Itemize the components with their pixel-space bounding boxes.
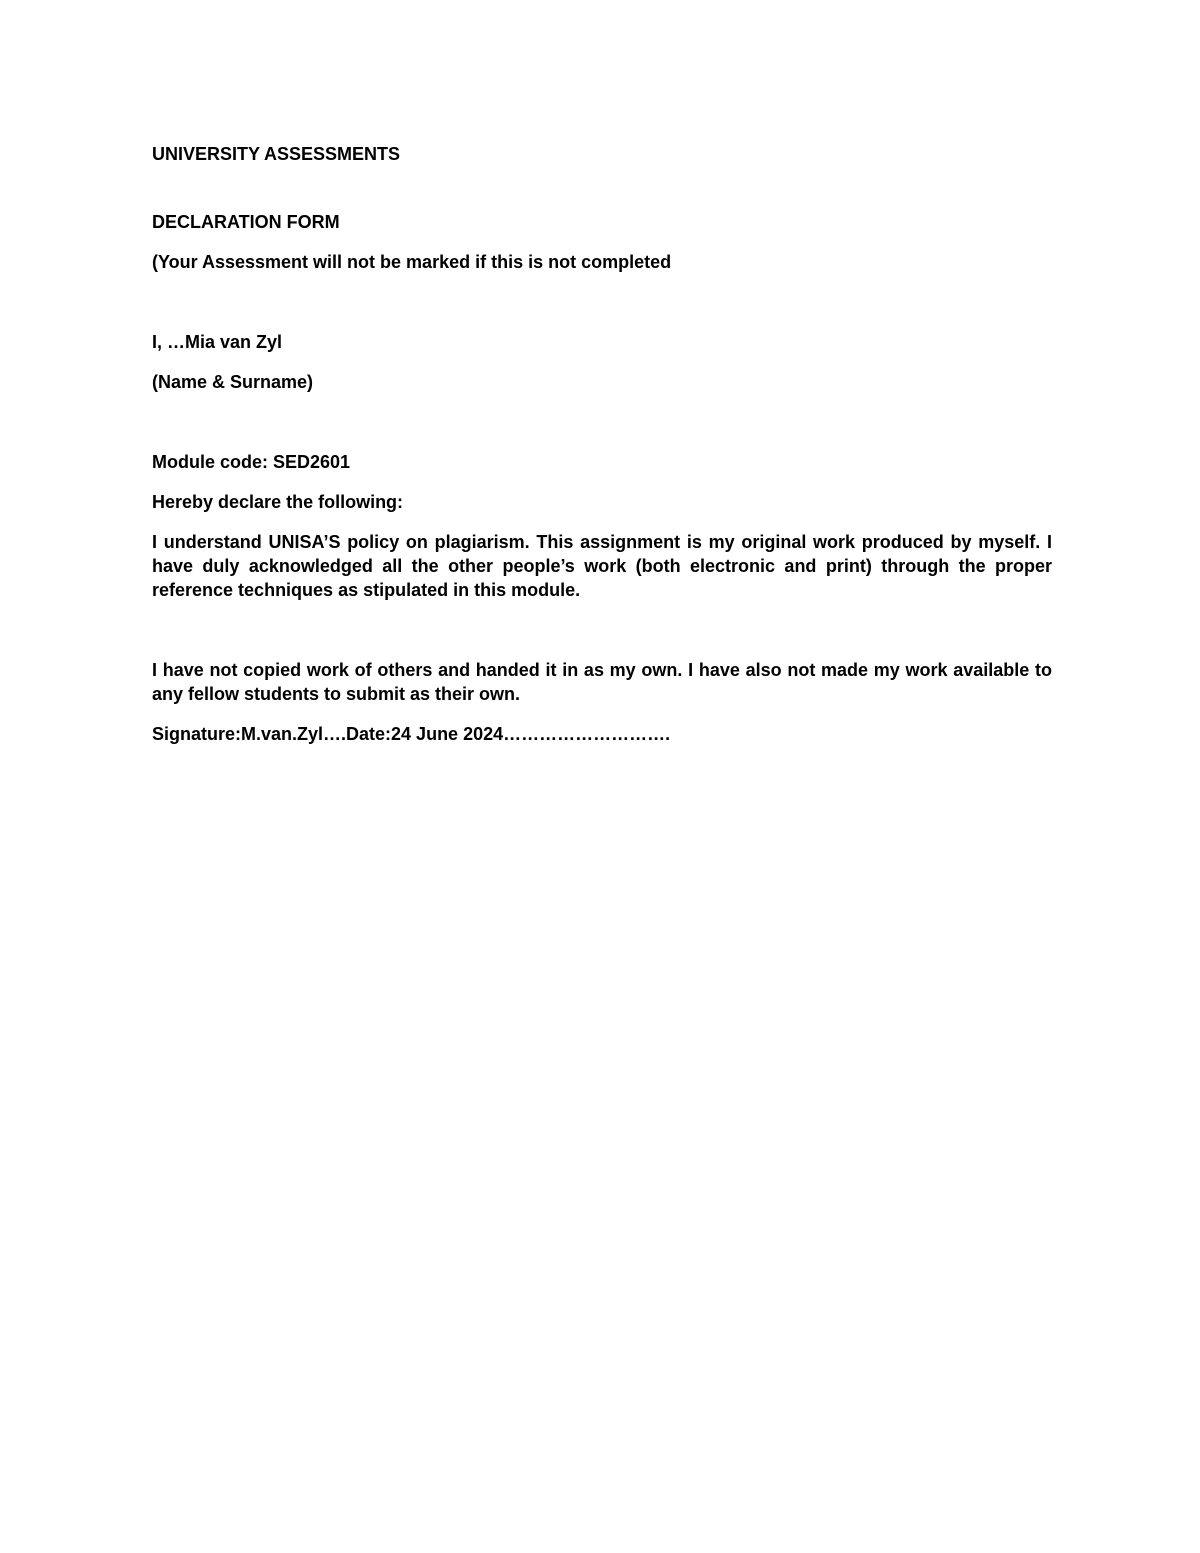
- name-caption: (Name & Surname): [152, 372, 314, 392]
- no-copying-paragraph: I have not copied work of others and handed it in as my own. I have also not made my work available to any fellow students to submit as their own.: [152, 660, 1052, 704]
- plagiarism-policy-paragraph: I understand UNISA’S policy on plagiarism. This assignment is my original work produced by myself. I have duly acknowledged all the other people’s work (both electronic and print) through the proper reference techniques as stipulated in this module.: [152, 532, 1052, 600]
- declarant-name-line: I, …Mia van Zyl: [152, 332, 283, 352]
- declaration-intro: Hereby declare the following:: [152, 492, 404, 512]
- signature-date-line: Signature:M.van.Zyl….Date:24 June 2024……………………….: [152, 724, 671, 744]
- document-heading: UNIVERSITY ASSESSMENTS: [152, 144, 401, 164]
- form-title: DECLARATION FORM: [152, 212, 340, 232]
- module-code-line: Module code: SED2601: [152, 452, 351, 472]
- completion-notice: (Your Assessment will not be marked if this is not completed: [152, 252, 672, 272]
- declaration-content: [152, 142, 1052, 746]
